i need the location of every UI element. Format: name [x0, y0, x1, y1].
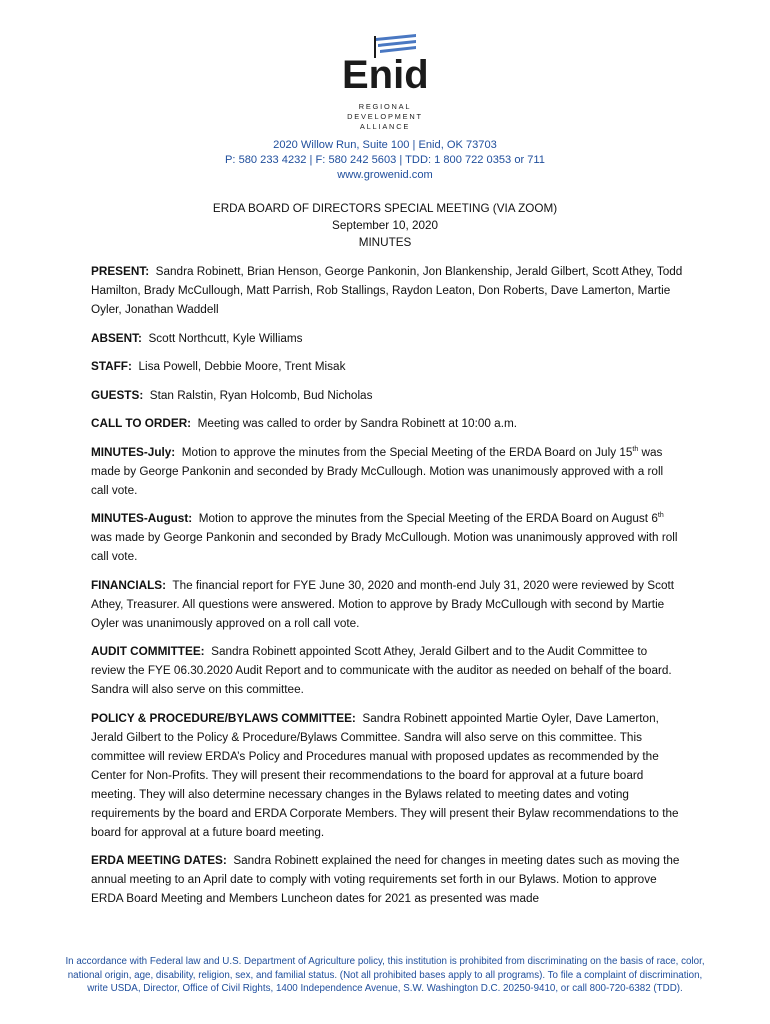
- guests-paragraph: [91, 386, 683, 405]
- meeting-dates-label: ERDA MEETING DATES:: [91, 854, 227, 867]
- minutes-august-label: MINUTES-August:: [91, 512, 193, 525]
- minutes-body: [91, 262, 683, 918]
- staff-text: Lisa Powell, Debbie Moore, Trent Misak: [138, 360, 346, 373]
- phone-line: P: 580 233 4232 | F: 580 242 5603 | TDD: 1 800 722 0353 or 711: [225, 154, 545, 166]
- website-link[interactable]: www.growenid.com: [337, 169, 433, 181]
- minutes-july-text-a: Motion to approve the minutes from the Special Meeting of the ERDA Board on July 15: [181, 445, 633, 459]
- financials-paragraph: [91, 576, 683, 633]
- guests-text: Stan Ralstin, Ryan Holcomb, Bud Nicholas: [149, 388, 373, 402]
- minutes-august-text-a: Motion to approve the minutes from the Special Meeting of the ERDA Board on August 6: [198, 512, 658, 525]
- erda-logo: [0, 30, 770, 130]
- meeting-dates-paragraph: [91, 851, 683, 908]
- org-name-line-3: ALLIANCE: [359, 122, 411, 131]
- address-line: 2020 Willow Run, Suite 100 | Enid, OK 73703: [273, 139, 497, 151]
- audit-committee-paragraph: [91, 642, 683, 699]
- guests-label: GUESTS:: [91, 388, 144, 402]
- meeting-dates-text: Sandra Robinett explained the need for changes in meeting dates such as moving the annual meeting to an April date to comply with voting requirements set forth in our Bylaws. Motion to approve ERDA Board Meeting and Members Luncheon dates for 2021 as presented was made: [91, 854, 680, 905]
- audit-committee-text: Sandra Robinett appointed Scott Athey, Jerald Gilbert and to the Audit Committee to review the FYE 06.30.2020 Audit Report and to communicate with the auditor as needed on behalf of the board. Sandra will also serve on this committee.: [91, 645, 672, 696]
- minutes-august-text-b: was made by George Pankonin and seconded by Brady McCullough. Motion was unanimously approved with roll call vote.: [91, 531, 678, 563]
- enid-flag-logo-icon: [330, 30, 440, 96]
- absent-label: ABSENT:: [91, 331, 142, 345]
- minutes-july-paragraph: [91, 443, 683, 500]
- policy-committee-paragraph: [91, 709, 683, 842]
- org-name-line-1: REGIONAL: [358, 102, 412, 111]
- minutes-july-text-b: was made by George Pankonin and seconded by Brady McCullough. Motion was unanimously approved with a roll call vote.: [91, 445, 664, 497]
- present-paragraph: [91, 262, 683, 319]
- minutes-july-label: MINUTES-July:: [91, 445, 176, 459]
- policy-committee-text: Sandra Robinett appointed Martie Oyler, Dave Lamerton, Jerald Gilbert to the Policy & Procedure/Bylaws Committee. Sandra will also serve on this committee. This committee will review ERDA’s Policy and Procedures manual with proposed updates as recommended by the Center for Non-Profits. They will present their recommendations to the board for approval at a future board meeting. They will also determine necessary changes in the Bylaws related to meeting dates and voting requirements by the board and ERDA Corporate Members. They will present their Bylaw recommendations to the board for approval at a future board meeting.: [91, 711, 679, 839]
- minutes-july-ordinal: th: [632, 445, 639, 453]
- absent-paragraph: [91, 329, 683, 348]
- svg-text:Enid: Enid: [342, 53, 429, 96]
- policy-committee-label: POLICY & PROCEDURE/BYLAWS COMMITTEE:: [91, 711, 356, 725]
- call-to-order-paragraph: [91, 414, 683, 433]
- staff-label: STAFF:: [91, 360, 132, 373]
- present-label: PRESENT:: [91, 265, 150, 278]
- present-text: Sandra Robinett, Brian Henson, George Pankonin, Jon Blankenship, Jerald Gilbert, Scott Athey, Todd Hamilton, Brady McCullough, Matt Parrish, Rob Stallings, Raydon Leaton, Don Roberts, Dave Lamerton, Martie Oyler, Jonathan Waddell: [91, 265, 683, 316]
- usda-nondiscrimination-footer: In accordance with Federal law and U.S. Department of Agriculture policy, this institution is prohibited from discriminating on the basis of race, color, national origin, age, disability, religion, sex, and familial status. (Not all prohibited bases apply to all programs). To file a complaint of discrimination, write USDA, Director, Office of Civil Rights, 1400 Independence Avenue, S.W. Washington D.C. 20250-9410, or call 800-720-6382 (TDD).: [65, 956, 705, 994]
- meeting-title: ERDA BOARD OF DIRECTORS SPECIAL MEETING (VIA ZOOM): [212, 202, 558, 215]
- org-name-line-2: DEVELOPMENT: [347, 112, 423, 121]
- minutes-heading: MINUTES: [358, 236, 412, 249]
- minutes-august-ordinal: th: [657, 512, 664, 519]
- audit-committee-label: AUDIT COMMITTEE:: [91, 645, 205, 658]
- absent-text: Scott Northcutt, Kyle Williams: [148, 331, 303, 345]
- call-to-order-label: CALL TO ORDER:: [91, 417, 192, 430]
- financials-text: The financial report for FYE June 30, 2020 and month-end July 31, 2020 were reviewed by Scott Athey, Treasurer. All questions were answered. Motion to approve by Brady McCullough with second by Martie Oyler was unanimously approved on a roll call vote.: [91, 578, 675, 630]
- meeting-date: September 10, 2020: [332, 219, 438, 232]
- financials-label: FINANCIALS:: [91, 578, 167, 592]
- call-to-order-text: Meeting was called to order by Sandra Robinett at 10:00 a.m.: [197, 417, 518, 430]
- staff-paragraph: [91, 357, 683, 376]
- minutes-august-paragraph: [91, 509, 683, 566]
